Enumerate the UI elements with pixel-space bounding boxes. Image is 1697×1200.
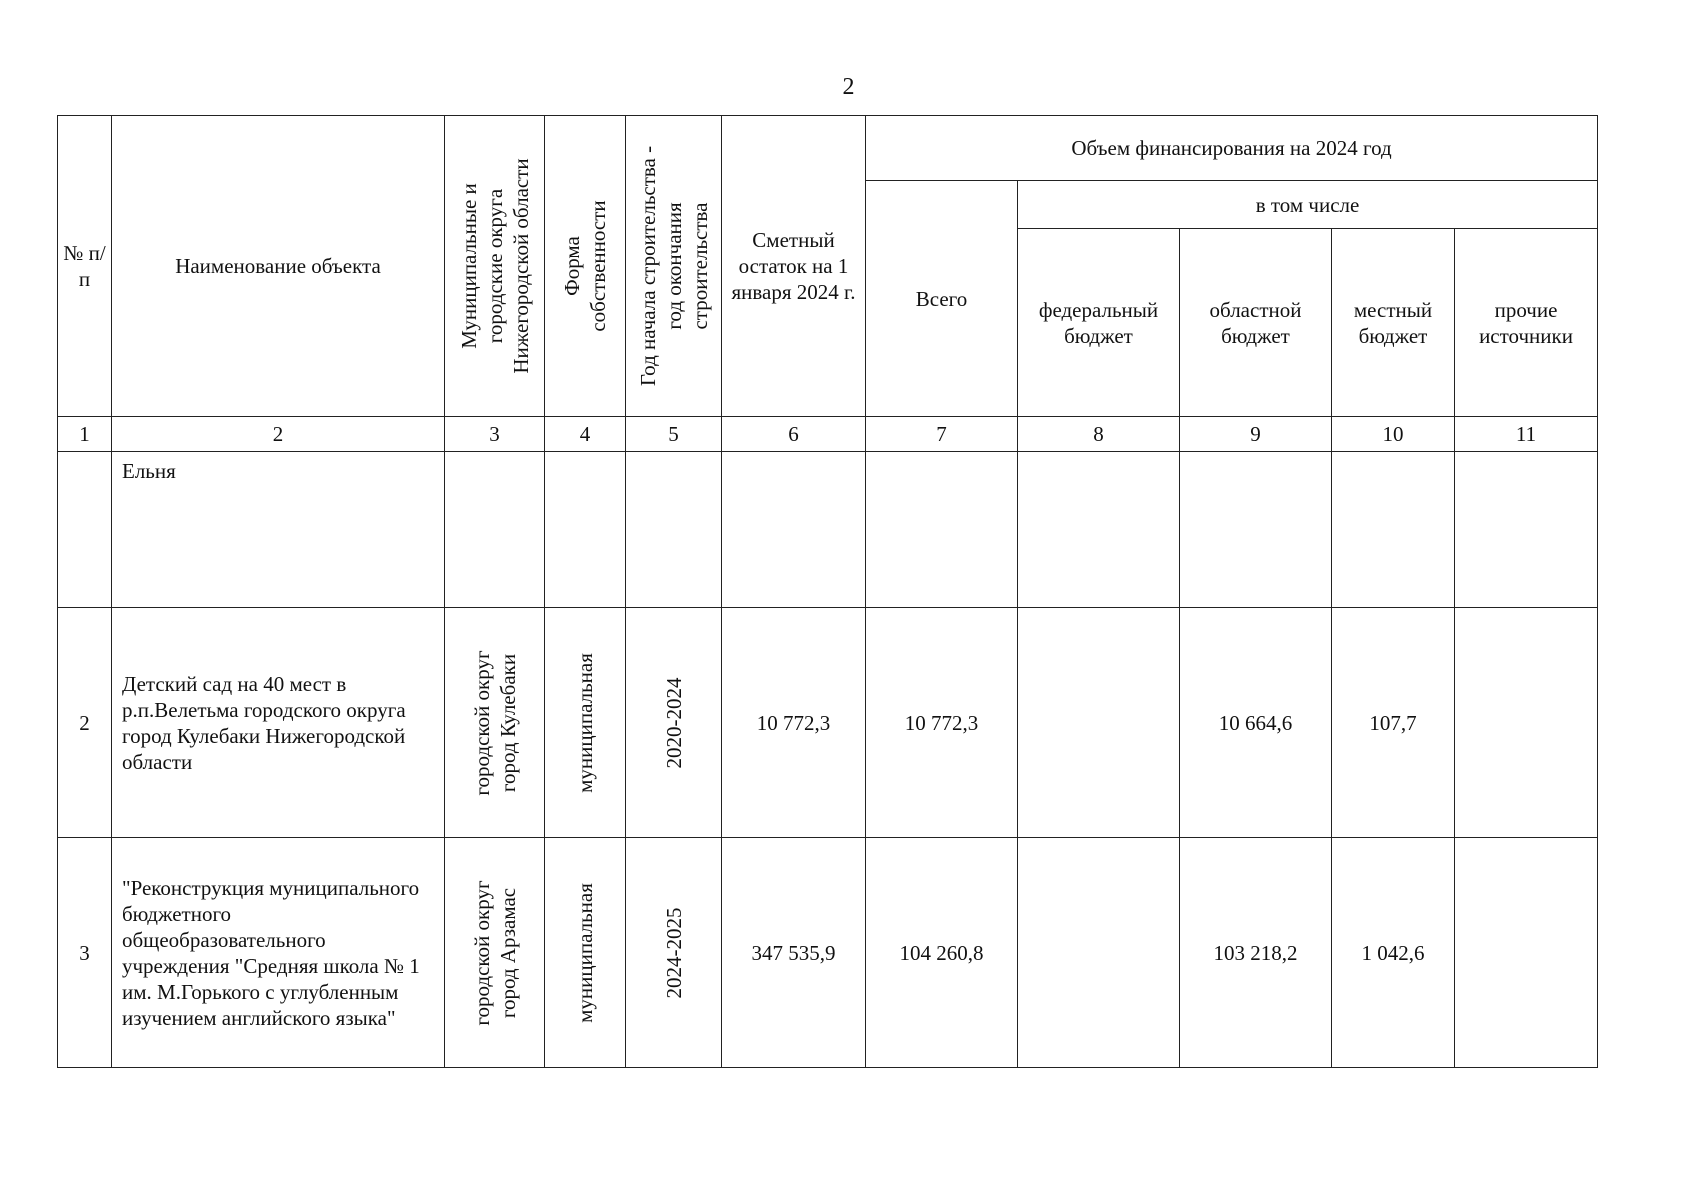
header-name: Наименование объекта <box>112 116 445 417</box>
row-years: 2024-2025 <box>626 838 722 1068</box>
row-other <box>1455 608 1598 838</box>
row-total: 104 260,8 <box>866 838 1018 1068</box>
row-ownership: муниципальная <box>545 838 626 1068</box>
row-balance: 10 772,3 <box>722 608 866 838</box>
row-federal <box>1018 608 1180 838</box>
row-district: городской округ город Кулебаки <box>445 608 545 838</box>
col-number: 10 <box>1332 417 1455 452</box>
col-number: 4 <box>545 417 626 452</box>
row-regional <box>1180 452 1332 608</box>
row-balance: 347 535,9 <box>722 838 866 1068</box>
row-total <box>866 452 1018 608</box>
row-district <box>445 452 545 608</box>
header-years: Год начала строительства - год окончания строительства <box>626 116 722 417</box>
row-name: Детский сад на 40 мест в р.п.Велетьма городского округа город Кулебаки Нижегородской области <box>112 608 445 838</box>
funding-table <box>57 115 1598 1068</box>
row-local <box>1332 452 1455 608</box>
col-number: 7 <box>866 417 1018 452</box>
header-regional: областной бюджет <box>1180 229 1332 417</box>
header-local: местный бюджет <box>1332 229 1455 417</box>
row-other <box>1455 838 1598 1068</box>
col-number: 6 <box>722 417 866 452</box>
header-other: прочие источники <box>1455 229 1598 417</box>
row-federal <box>1018 452 1180 608</box>
row-federal <box>1018 838 1180 1068</box>
row-local: 107,7 <box>1332 608 1455 838</box>
col-number: 8 <box>1018 417 1180 452</box>
row-regional: 103 218,2 <box>1180 838 1332 1068</box>
row-name: Ельня <box>112 452 445 608</box>
row-years <box>626 452 722 608</box>
header-district: Муниципальные и городские округа Нижегородской области <box>445 116 545 417</box>
col-number: 2 <box>112 417 445 452</box>
page-number: 2 <box>842 74 855 100</box>
column-numbers-row <box>58 417 1598 452</box>
row-num: 3 <box>58 838 112 1068</box>
row-district: городской округ город Арзамас <box>445 838 545 1068</box>
table-row <box>58 608 1598 838</box>
row-balance <box>722 452 866 608</box>
row-num <box>58 452 112 608</box>
col-number: 1 <box>58 417 112 452</box>
row-ownership <box>545 452 626 608</box>
col-number: 5 <box>626 417 722 452</box>
row-total: 10 772,3 <box>866 608 1018 838</box>
row-num: 2 <box>58 608 112 838</box>
header-num: № п/ п <box>58 116 112 417</box>
header-federal: федеральный бюджет <box>1018 229 1180 417</box>
col-number: 9 <box>1180 417 1332 452</box>
row-other <box>1455 452 1598 608</box>
table-row <box>58 838 1598 1068</box>
row-local: 1 042,6 <box>1332 838 1455 1068</box>
col-number: 11 <box>1455 417 1598 452</box>
header-including: в том числе <box>1018 181 1598 229</box>
col-number: 3 <box>445 417 545 452</box>
table-row <box>58 452 1598 608</box>
row-years: 2020-2024 <box>626 608 722 838</box>
header-ownership: Форма собственности <box>545 116 626 417</box>
header-funding-title: Объем финансирования на 2024 год <box>866 116 1598 181</box>
row-name: "Реконструкция муниципального бюджетного общеобразовательного учреждения "Средняя школа № 1 им. М.Горького с углубленным изучением английского языка" <box>112 838 445 1068</box>
row-ownership: муниципальная <box>545 608 626 838</box>
row-regional: 10 664,6 <box>1180 608 1332 838</box>
header-total: Всего <box>866 181 1018 417</box>
header-balance: Сметный остаток на 1 января 2024 г. <box>722 116 866 417</box>
